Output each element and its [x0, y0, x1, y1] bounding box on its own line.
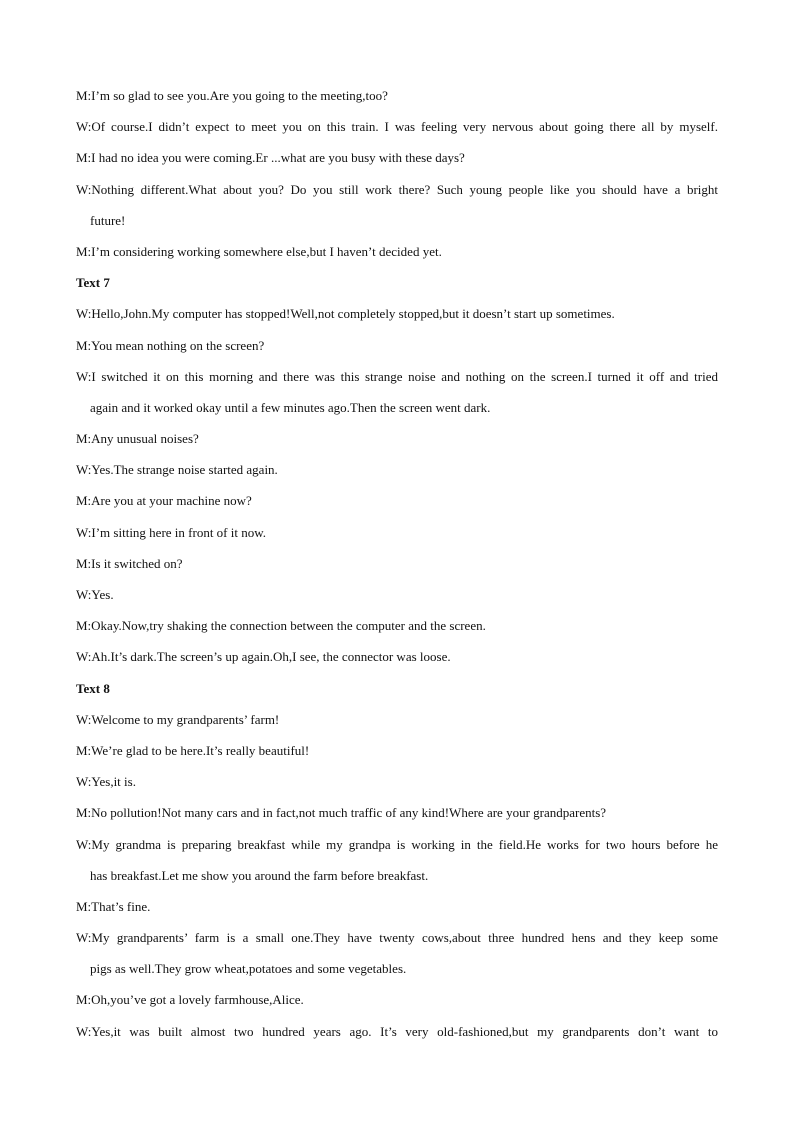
dialogue-line: M:Are you at your machine now? — [76, 493, 252, 509]
dialogue-line: M:No pollution!Not many cars and in fact,not much traffic of any kind!Where are your grandparents? — [76, 805, 607, 821]
dialogue-line: M:Is it switched on? — [76, 555, 183, 571]
dialogue-line: W:Yes.The strange noise started again. — [76, 462, 278, 478]
dialogue-line: W:My grandma is preparing breakfast while my grandpa is working in the field.He works for two hours before he — [76, 836, 718, 852]
section-heading-text-7: Text 7 — [76, 275, 110, 291]
dialogue-line: M:Oh,you’ve got a lovely farmhouse,Alice. — [76, 992, 304, 1008]
section-heading-text-8: Text 8 — [76, 680, 110, 696]
dialogue-line-continuation: again and it worked okay until a few minutes ago.Then the screen went dark. — [90, 399, 491, 415]
dialogue-line-continuation: has breakfast.Let me show you around the farm before breakfast. — [90, 867, 429, 883]
dialogue-line: M:I’m considering working somewhere else,but I haven’t decided yet. — [76, 243, 442, 259]
dialogue-line-continuation: pigs as well.They grow wheat,potatoes and some vegetables. — [90, 961, 407, 977]
dialogue-line: M:Any unusual noises? — [76, 431, 199, 447]
dialogue-line: M:We’re glad to be here.It’s really beautiful! — [76, 742, 310, 758]
dialogue-line: W:My grandparents’ farm is a small one.They have twenty cows,about three hundred hens and they keep some — [76, 930, 718, 946]
dialogue-line: W:Nothing different.What about you? Do you still work there? Such young people like you should have a bright — [76, 181, 718, 197]
dialogue-line: W:Ah.It’s dark.The screen’s up again.Oh,I see, the connector was loose. — [76, 649, 451, 665]
dialogue-line: M:Okay.Now,try shaking the connection between the computer and the screen. — [76, 618, 486, 634]
dialogue-line: M:I’m so glad to see you.Are you going to the meeting,too? — [76, 88, 388, 103]
dialogue-line: M:That’s fine. — [76, 898, 151, 914]
dialogue-line: M:I had no idea you were coming.Er ...what are you busy with these days? — [76, 150, 465, 166]
document-body — [76, 80, 718, 1047]
dialogue-line: W:Of course.I didn’t expect to meet you on this train. I was feeling very nervous about going there all by myself. — [76, 119, 718, 135]
dialogue-line: W:Hello,John.My computer has stopped!Well,not completely stopped,but it doesn’t start up sometimes. — [76, 306, 615, 322]
dialogue-line-continuation: future! — [90, 212, 126, 228]
dialogue-line: W:Yes,it is. — [76, 774, 136, 790]
dialogue-line: W:Welcome to my grandparents’ farm! — [76, 711, 280, 727]
dialogue-line: W:I switched it on this morning and there was this strange noise and nothing on the screen.I turned it off and tried — [76, 368, 718, 384]
dialogue-line: W:Yes. — [76, 587, 114, 602]
dialogue-line: M:You mean nothing on the screen? — [76, 337, 265, 353]
dialogue-line: W:Yes,it was built almost two hundred years ago. It’s very old-fashioned,but my grandparents don’t want to — [76, 1023, 718, 1039]
dialogue-line: W:I’m sitting here in front of it now. — [76, 524, 267, 540]
